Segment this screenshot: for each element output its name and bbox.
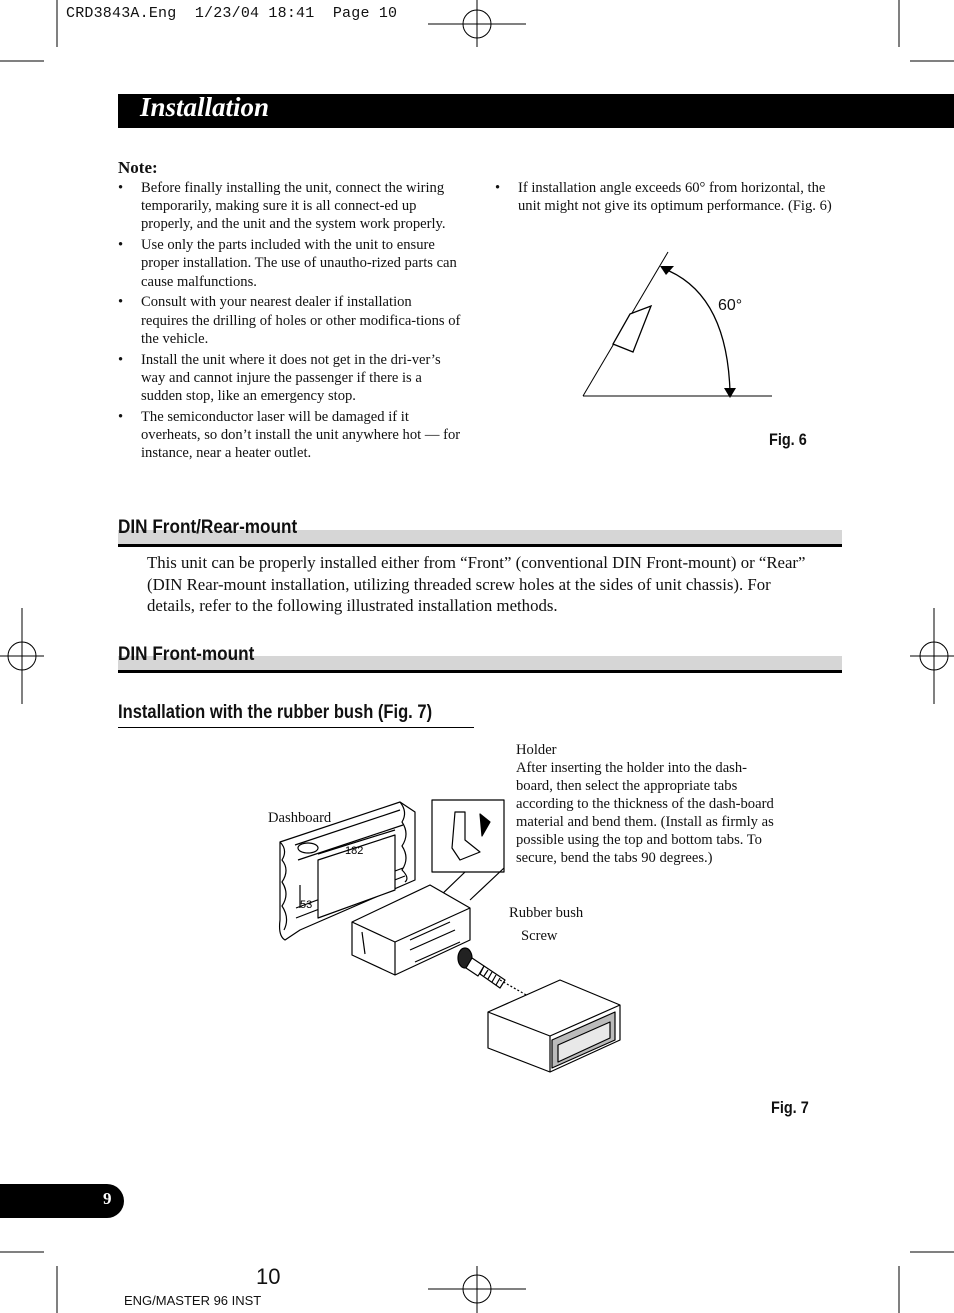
page-number: 9 <box>103 1189 112 1208</box>
holder-description: After inserting the holder into the dash-board, then select the appropriate tabs according to the thickness of the dash-board material and bend them. (Install as firmly as possible using the top and bottom tabs. To secure, bend the tabs 90 degrees.) <box>516 760 774 866</box>
heading-underline <box>118 727 474 728</box>
list-item: • Use only the parts included with the unit to ensure proper installation. The use of unautho-rized parts can cause malfunctions. <box>118 237 457 290</box>
fig6-angle-label: 60° <box>718 297 743 314</box>
list-item: • Consult with your nearest dealer if installation requires the drilling of holes or other modifica-tions of the vehicle. <box>118 294 461 347</box>
list-item: • Before finally installing the unit, connect the wiring temporarily, making sure it is all connect-ed up properly, and the unit and the system work properly. <box>118 180 446 233</box>
footer-page-number: 10 <box>256 1264 281 1289</box>
list-item: • Install the unit where it does not get in the dri-ver’s way and cannot injure the passenger if there is a sudden stop, like an emergency stop. <box>118 351 441 405</box>
dimension-width: 182 <box>345 845 364 857</box>
heading-din-front-rear: DIN Front/Rear-mount <box>118 516 298 538</box>
heading-din-front: DIN Front-mount <box>118 643 255 665</box>
footer-text: ENG/MASTER 96 INST <box>124 1293 262 1308</box>
heading-rubber-bush: Installation with the rubber bush (Fig. 7) <box>118 702 433 723</box>
fig7-installation-illustration <box>270 790 630 1080</box>
angle-note-list <box>495 179 841 218</box>
fig7-caption: Fig. 7 <box>771 1098 809 1117</box>
note-heading: Note: <box>118 158 158 177</box>
note-list <box>118 179 462 465</box>
list-item: • The semiconductor laser will be damaged if it overheats, so don’t install the unit anywhere hot — for instance, near a heater outlet. <box>118 408 461 462</box>
dimension-height: 53 <box>300 899 313 911</box>
din-front-rear-body: This unit can be properly installed either from “Front” (conventional DIN Front-mount) or “Rear” (DIN Rear-mount installation, utilizing threaded screw holes at the sides of unit chassis). For details, refer to the following illustrated installation methods. <box>147 553 806 615</box>
list-item: • If installation angle exceeds 60° from horizontal, the unit might not give its optimum performance. (Fig. 6) <box>495 180 832 215</box>
fig6-caption: Fig. 6 <box>769 430 807 449</box>
screw-label: Screw <box>521 928 558 944</box>
dashboard-label: Dashboard <box>268 810 332 826</box>
rubber-bush-label: Rubber bush <box>509 905 584 921</box>
section-title: Installation <box>140 92 270 122</box>
holder-title: Holder <box>516 742 557 758</box>
print-header: CRD3843A.Eng 1/23/04 18:41 Page 10 <box>66 5 398 22</box>
fig6-angle-diagram <box>580 248 780 408</box>
